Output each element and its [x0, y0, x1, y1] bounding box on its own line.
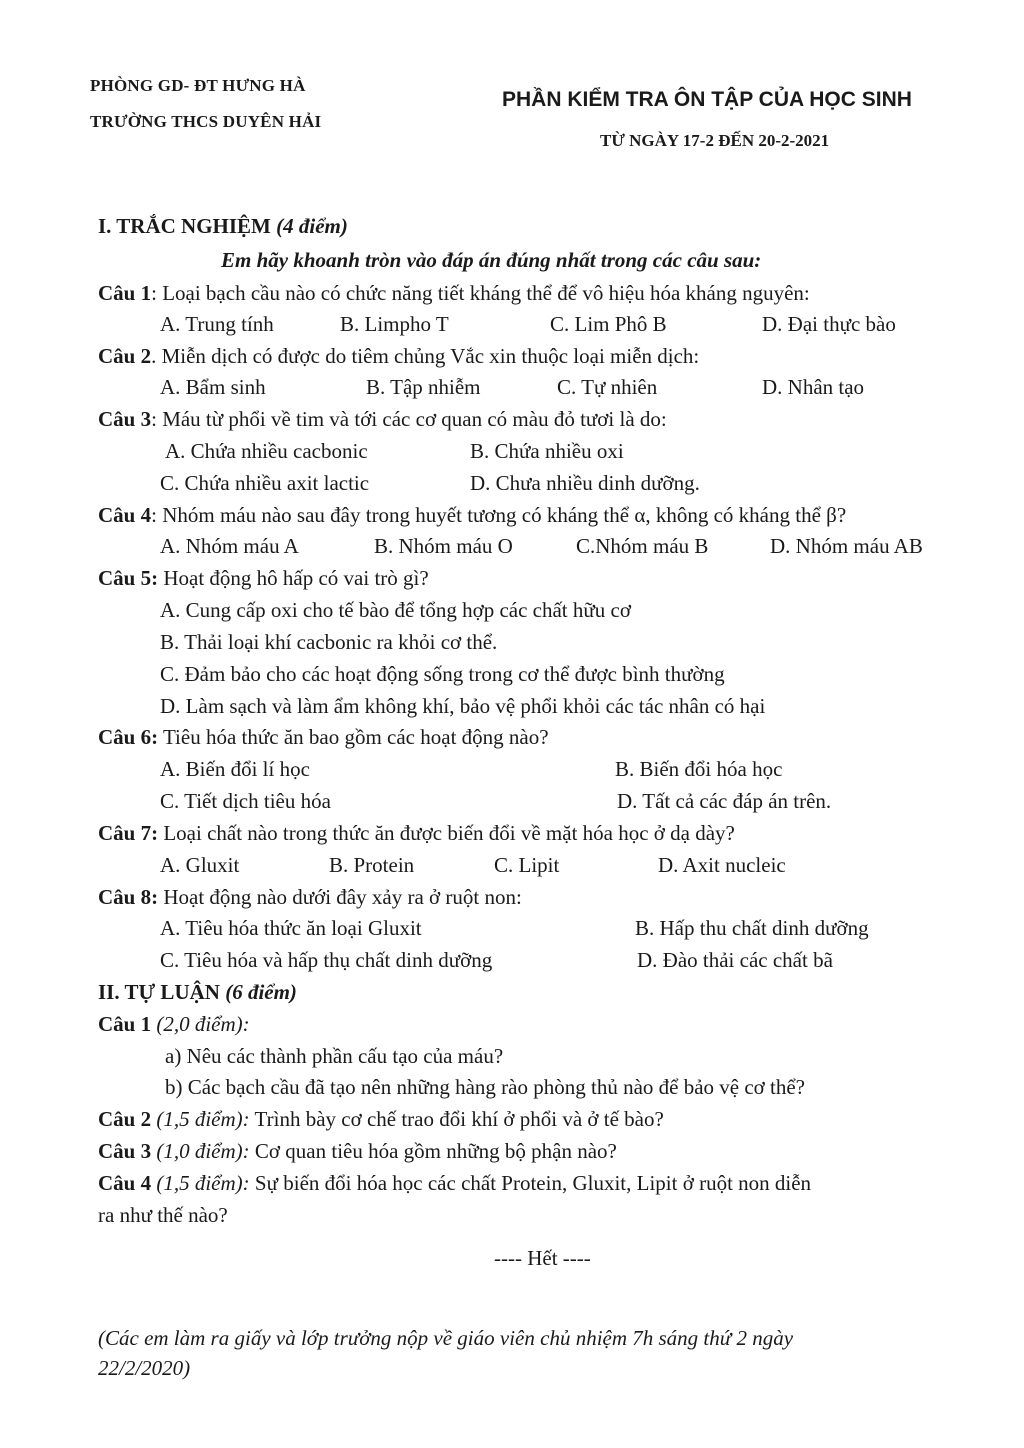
section-1-title: I. TRẮC NGHIỆM [98, 214, 271, 238]
instruction: Em hãy khoanh tròn vào đáp án đúng nhất trong các câu sau: [221, 248, 762, 272]
q3-option-b: B. Chứa nhiều oxi [470, 439, 624, 463]
question-label: Câu 3 [98, 1139, 152, 1163]
q3-option-d: D. Chưa nhiều dinh dưỡng. [470, 471, 700, 495]
question-text: : Nhóm máu nào sau đây trong huyết tương có kháng thể α, không có kháng thể β? [151, 503, 847, 527]
q8-option-b: B. Hấp thu chất dinh dưỡng [635, 916, 869, 940]
question-label: Câu 8: [98, 885, 159, 909]
question-5 [98, 566, 429, 591]
question-text: Hoạt động nào dưới đây xảy ra ở ruột non: [158, 885, 522, 909]
question-label: Câu 5: [98, 566, 159, 590]
q7-option-d: D. Axit nucleic [658, 853, 786, 877]
section-2-heading [98, 980, 297, 1005]
q8-option-d: D. Đào thải các chất bã [637, 948, 833, 972]
essay-q1-part-a: a) Nêu các thành phần cấu tạo của máu? [165, 1044, 504, 1068]
essay-question-1 [98, 1012, 250, 1037]
question-8 [98, 885, 522, 910]
question-text: Hoạt động hô hấp có vai trò gì? [158, 566, 429, 590]
question-label: Câu 6: [98, 725, 159, 749]
q4-option-c: C.Nhóm máu B [576, 534, 709, 558]
question-text: Tiêu hóa thức ăn bao gồm các hoạt động nào? [158, 725, 549, 749]
page-title: PHẦN KIỂM TRA ÔN TẬP CỦA HỌC SINH [502, 88, 912, 111]
question-label: Câu 3 [98, 407, 152, 431]
essay-question-4-continued: ra như thế nào? [98, 1203, 228, 1227]
footer-note-line-1: (Các em làm ra giấy và lớp trưởng nộp về giáo viên chủ nhiệm 7h sáng thứ 2 ngày [98, 1326, 794, 1350]
essay-question-4 [98, 1171, 811, 1196]
school-name: TRƯỜNG THCS DUYÊN HẢI [90, 112, 322, 131]
essay-question-2 [98, 1107, 664, 1132]
q4-option-d: D. Nhóm máu AB [770, 534, 923, 558]
question-6 [98, 725, 549, 750]
end-mark: ---- Hết ---- [494, 1246, 591, 1270]
q6-option-d: D. Tất cả các đáp án trên. [617, 789, 832, 813]
question-text: Cơ quan tiêu hóa gồm những bộ phận nào? [249, 1139, 617, 1163]
q3-option-a: A. Chứa nhiều cacbonic [165, 439, 368, 463]
question-points: (1,0 điểm): [156, 1139, 250, 1163]
q5-option-a: A. Cung cấp oxi cho tế bào để tổng hợp các chất hữu cơ [160, 598, 631, 622]
q7-option-a: A. Gluxit [160, 853, 240, 877]
footer-note-line-2: 22/2/2020) [98, 1356, 191, 1380]
section-2-title: II. TỰ LUẬN [98, 980, 220, 1004]
q7-option-b: B. Protein [329, 853, 415, 877]
question-1 [98, 281, 810, 306]
question-7 [98, 821, 735, 846]
section-1-heading [98, 214, 348, 239]
q2-option-d: D. Nhân tạo [762, 375, 865, 399]
essay-question-3 [98, 1139, 617, 1164]
question-text: Trình bày cơ chế trao đổi khí ở phổi và ở tế bào? [249, 1107, 664, 1131]
q7-option-c: C. Lipit [494, 853, 560, 877]
q1-option-a: A. Trung tính [160, 312, 274, 336]
question-label: Câu 2 [98, 1107, 152, 1131]
q2-option-c: C. Tự nhiên [557, 375, 658, 399]
essay-q1-part-b: b) Các bạch cầu đã tạo nên những hàng rào phòng thủ nào để bảo vệ cơ thể? [165, 1075, 806, 1099]
q5-option-d: D. Làm sạch và làm ẩm không khí, bảo vệ phổi khỏi các tác nhân có hại [160, 694, 766, 718]
q6-option-a: A. Biến đổi lí học [160, 757, 310, 781]
q1-option-c: C. Lim Phô B [550, 312, 667, 336]
section-1-points: (4 điểm) [276, 214, 348, 238]
q4-option-a: A. Nhóm máu A [160, 534, 299, 558]
question-label: Câu 1 [98, 281, 152, 305]
section-2-points: (6 điểm) [225, 980, 297, 1004]
question-label: Câu 4 [98, 503, 152, 527]
question-text: : Máu từ phổi về tim và tới các cơ quan có màu đỏ tươi là do: [151, 407, 667, 431]
q8-option-c: C. Tiêu hóa và hấp thụ chất dinh dưỡng [160, 948, 493, 972]
question-label: Câu 2 [98, 344, 152, 368]
question-text: . Miễn dịch có được do tiêm chủng Vắc xin thuộc loại miễn dịch: [151, 344, 700, 368]
question-4 [98, 503, 846, 528]
q5-option-c: C. Đảm bảo cho các hoạt động sống trong cơ thể được bình thường [160, 662, 725, 686]
question-3 [98, 407, 667, 432]
q2-option-a: A. Bẩm sinh [160, 375, 266, 399]
question-text: : Loại bạch cầu nào có chức năng tiết kháng thể để vô hiệu hóa kháng nguyên: [151, 281, 810, 305]
question-text: Sự biến đổi hóa học các chất Protein, Gluxit, Lipit ở ruột non diễn [249, 1171, 812, 1195]
q8-option-a: A. Tiêu hóa thức ăn loại Gluxit [160, 916, 422, 940]
q6-option-b: B. Biến đổi hóa học [615, 757, 783, 781]
question-points: (1,5 điểm): [156, 1107, 250, 1131]
question-label: Câu 4 [98, 1171, 152, 1195]
q5-option-b: B. Thải loại khí cacbonic ra khỏi cơ thể. [160, 630, 498, 654]
question-2 [98, 344, 699, 369]
date-range: TỪ NGÀY 17-2 ĐẾN 20-2-2021 [600, 131, 830, 150]
q6-option-c: C. Tiết dịch tiêu hóa [160, 789, 331, 813]
question-points: (2,0 điểm): [156, 1012, 250, 1036]
q1-option-b: B. Limpho T [340, 312, 449, 336]
question-label: Câu 1 [98, 1012, 152, 1036]
q4-option-b: B. Nhóm máu O [374, 534, 513, 558]
department-name: PHÒNG GD- ĐT HƯNG HÀ [90, 76, 306, 95]
question-label: Câu 7: [98, 821, 159, 845]
question-text: Loại chất nào trong thức ăn được biến đổi về mặt hóa học ở dạ dày? [158, 821, 735, 845]
q3-option-c: C. Chứa nhiều axit lactic [160, 471, 370, 495]
question-points: (1,5 điểm): [156, 1171, 250, 1195]
q2-option-b: B. Tập nhiễm [366, 375, 481, 399]
q1-option-d: D. Đại thực bào [762, 312, 896, 336]
